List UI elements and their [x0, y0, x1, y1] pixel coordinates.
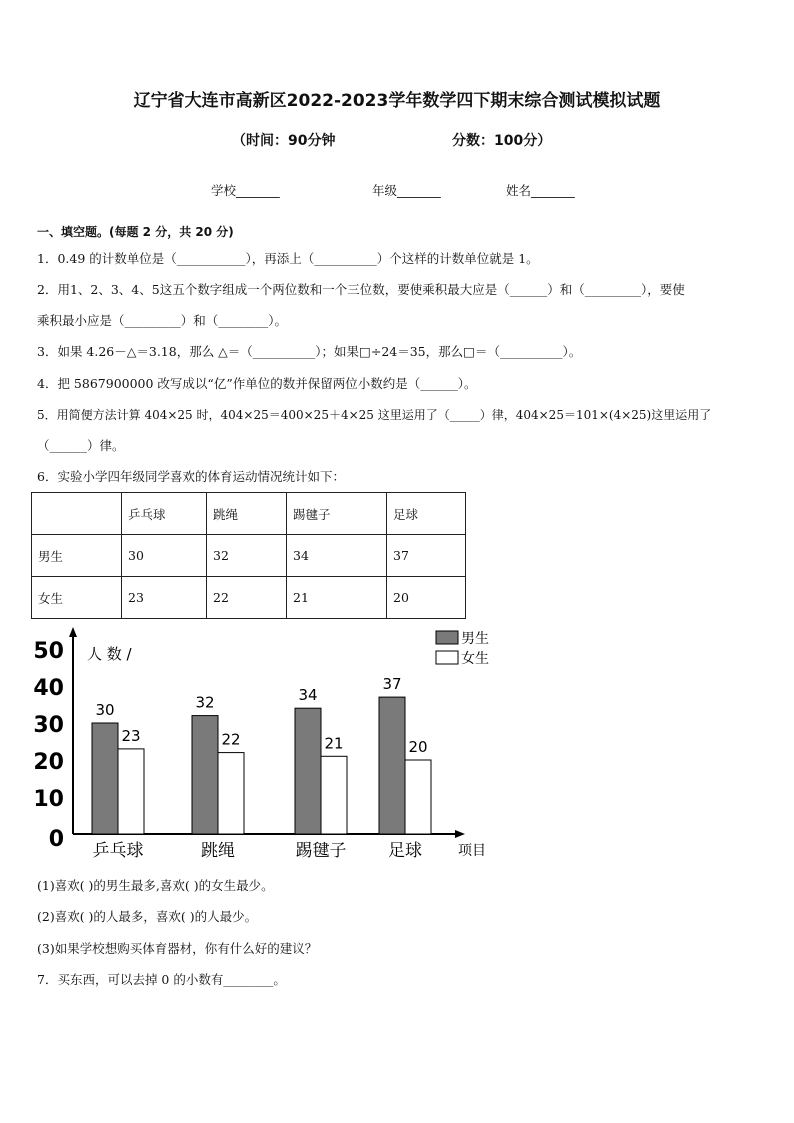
question-5-line-1: 5．用简便方法计算 404×25 时，404×25＝400×25＋4×25 这里运用了（_____）律，404×25＝101×(4×25)这里运用了	[37, 408, 712, 422]
table-cell: 21	[287, 577, 387, 619]
y-tick-label: 30	[33, 713, 64, 738]
table-cell: 37	[387, 535, 466, 577]
y-tick-label: 10	[33, 787, 64, 812]
legend-swatch	[436, 631, 458, 644]
table-cell: 22	[207, 577, 287, 619]
question-7: 7．买东西，可以去掉 0 的小数有________。	[37, 972, 286, 987]
question-1: 1．0.49 的计数单位是（___________），再添上（__________）个这样的计数单位就是 1。	[37, 251, 539, 266]
question-6-part-2: (2)喜欢( )的人最多，喜欢( )的人最少。	[37, 909, 258, 924]
question-3: 3．如果 4.26－△＝3.18，那么 △＝（__________）；如果□÷24＝35，那么□＝（__________）。	[37, 344, 582, 359]
table-row	[32, 577, 466, 619]
table-cell: 23	[122, 577, 207, 619]
grade-field: 年级_______	[372, 183, 441, 198]
data-label: 32	[195, 693, 215, 712]
bar-girls	[405, 760, 431, 834]
section-heading: 一、填空题。(每题 2 分，共 20 分)	[37, 225, 234, 239]
exam-score: 分数：100分）	[452, 133, 552, 149]
table-cell: 女生	[32, 577, 122, 619]
name-field: 姓名_______	[506, 183, 575, 198]
data-label: 23	[121, 726, 141, 745]
table-cell: 男生	[32, 535, 122, 577]
table-header-cell: 足球	[387, 493, 466, 535]
data-label: 22	[221, 730, 241, 749]
y-tick-label: 20	[33, 750, 64, 775]
bar-boys	[379, 697, 405, 834]
x-tick-label: 跳绳	[201, 841, 235, 861]
legend-swatch	[436, 651, 458, 664]
exam-title: 辽宁省大连市高新区2022-2023学年数学四下期末综合测试模拟试题	[133, 91, 661, 111]
exam-time: （时间：90分钟	[232, 133, 336, 149]
question-6-part-3: (3)如果学校想购买体育器材，你有什么好的建议？	[37, 941, 318, 956]
y-axis-label: 人 数 /	[87, 645, 132, 663]
data-label: 34	[298, 686, 318, 705]
legend-label: 女生	[461, 651, 489, 667]
bar-boys	[295, 708, 321, 834]
table-row	[32, 535, 466, 577]
data-label: 21	[324, 734, 344, 753]
data-label: 20	[408, 738, 428, 756]
question-6: 6．实验小学四年级同学喜欢的体育运动情况统计如下：	[37, 469, 345, 484]
bar-girls	[118, 749, 144, 834]
x-axis-label: 项目	[458, 843, 486, 859]
table-header-cell: 跳绳	[207, 493, 287, 535]
x-tick-label: 踢毽子	[295, 841, 347, 861]
table-cell: 30	[122, 535, 207, 577]
question-2-line-2: 乘积最小应是（_________）和（________）。	[37, 313, 288, 328]
question-2-line-1: 2．用1、2、3、4、5这五个数字组成一个两位数和一个三位数，要使乘积最大应是（______）和（_________），要使	[37, 282, 685, 297]
school-field: 学校_______	[211, 183, 280, 198]
table-header-row	[32, 493, 466, 535]
data-label: 30	[95, 701, 115, 719]
table-cell: 20	[387, 577, 466, 619]
bar-boys	[192, 716, 218, 834]
bar-boys	[92, 723, 118, 834]
data-label: 37	[382, 675, 402, 694]
y-tick-label: 40	[33, 676, 64, 701]
table-header-cell: 踢毽子	[287, 493, 387, 535]
bar-chart	[30, 624, 500, 864]
question-4: 4．把 5867900000 改写成以“亿”作单位的数并保留两位小数约是（______）。	[37, 376, 477, 391]
table-header-cell: 乒乓球	[122, 493, 207, 535]
legend-label: 男生	[461, 631, 489, 647]
y-axis-arrow	[69, 627, 77, 637]
bar-girls	[321, 756, 347, 834]
bar-girls	[218, 753, 244, 834]
table-cell: 34	[287, 535, 387, 577]
question-5-line-2: （______）律。	[37, 438, 125, 453]
table-header-cell	[32, 493, 122, 535]
x-tick-label: 乒乓球	[92, 841, 144, 861]
question-6-part-1: (1)喜欢( )的男生最多,喜欢( )的女生最少。	[37, 878, 274, 893]
x-tick-label: 足球	[388, 841, 422, 861]
table-cell: 32	[207, 535, 287, 577]
y-tick-label: 0	[48, 827, 64, 852]
y-tick-label: 50	[33, 639, 64, 664]
sports-table	[31, 492, 466, 619]
x-axis-arrow	[455, 830, 465, 838]
